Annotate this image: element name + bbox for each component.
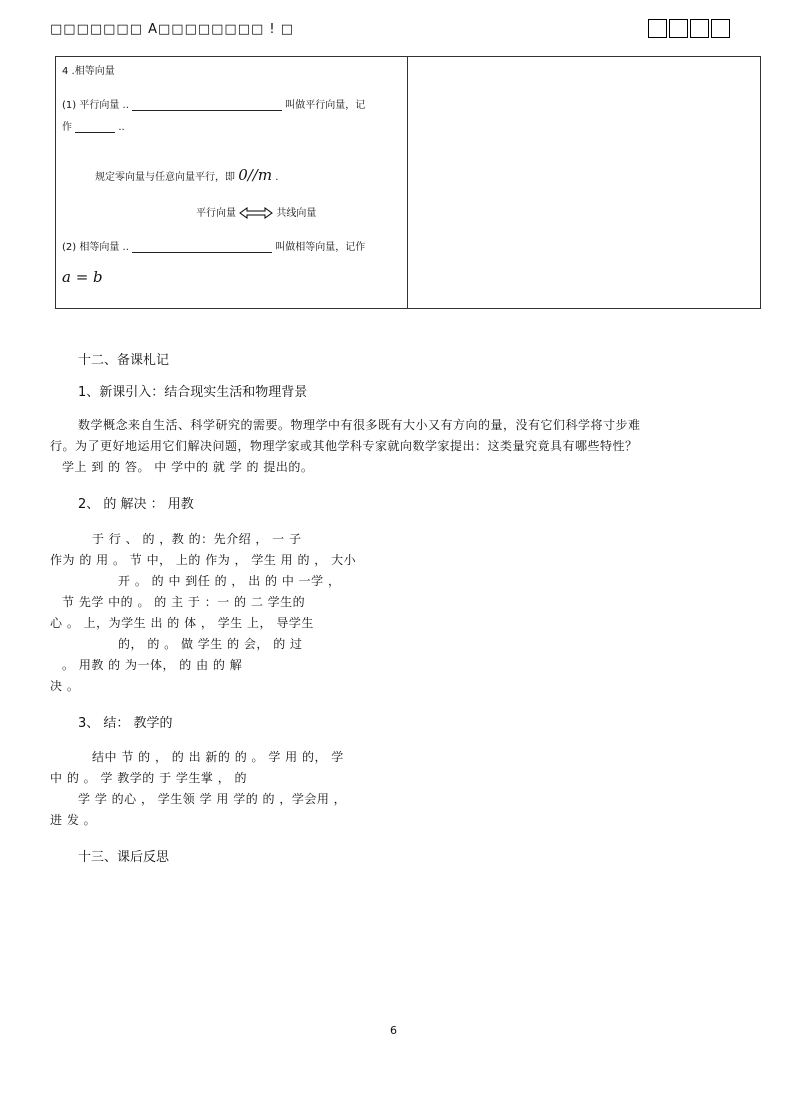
- section-12-title: 十二、备课札记: [78, 353, 170, 368]
- paragraph-2-line-4: 节 先学 中的 。 的 主 于 ：一 的 二 学生的: [62, 595, 306, 609]
- paragraph-2-line-2: 作为 的 用 。 节 中， 上的 作为 ， 学生 用 的 ， 大小: [50, 553, 357, 567]
- item4-label: 4 .相等向量: [62, 66, 115, 77]
- parallel-cont: 作: [62, 122, 72, 133]
- parallel-line: [62, 96, 365, 111]
- paragraph-3-line-3: 学 学 的心 ， 学生领 学 用 学的 的 ，学会用 ，: [78, 792, 347, 806]
- rule-end: .: [275, 172, 279, 183]
- section-12-1: 1、新课引入：结合现实生活和物理背景: [78, 385, 308, 400]
- paragraph-2-line-3: 开 。 的 中 到任 的 ， 出 的 中 一学 ，: [118, 574, 341, 588]
- equal-prefix: (2) 相等向量 ..: [62, 242, 129, 253]
- paragraph-2-line-6: 的， 的 。 做 学生 的 会， 的 过: [118, 637, 303, 651]
- paragraph-1-line-3: 学上 到 的 答。 中 学中的 就 学 的 提出的。: [62, 460, 314, 474]
- rule-text: 规定零向量与任意向量平行，即: [95, 172, 235, 183]
- page-number: 6: [390, 1024, 397, 1037]
- equal-suffix: 叫做相等向量，记作: [275, 242, 366, 253]
- header-boxes: [648, 19, 732, 38]
- table-divider: [407, 56, 408, 309]
- equivalence-diagram: [196, 204, 316, 219]
- paragraph-1-line-1: 数学概念来自生活、科学研究的需要。物理学中有很多既有大小又有方向的量，没有它们科学将寸步难: [78, 418, 641, 432]
- paragraph-2-line-7: 。 用教 的 为一体， 的 由 的 解: [62, 658, 243, 672]
- zero-vector-rule: [95, 166, 278, 184]
- header-box: [711, 19, 730, 38]
- equal-formula: a = b: [62, 268, 103, 286]
- paragraph-2-line-5: 心 。 上，为学生 出 的 体 ， 学生 上， 导学生: [50, 616, 314, 630]
- parallel-end: ..: [118, 122, 125, 133]
- rule-formula: 0//m: [238, 166, 273, 184]
- section-12-2: 2、 的 解决 ： 用教: [78, 497, 194, 512]
- equal-blank[interactable]: [132, 252, 272, 253]
- parallel-notation-blank[interactable]: [75, 132, 115, 133]
- header-title: □□□□□□□ A□□□□□□□□ ! □: [50, 22, 295, 37]
- parallel-suffix: 叫做平行向量，记: [285, 100, 366, 111]
- paragraph-1-line-2: 行。为了更好地运用它们解决问题，物理学家或其他学科专家就向数学家提出：这类量究竟具有哪些特性？: [50, 439, 638, 453]
- arrow-left-label: 平行向量: [196, 208, 236, 219]
- parallel-prefix: (1) 平行向量 ..: [62, 100, 129, 111]
- parallel-line-cont: [62, 118, 125, 133]
- section-12-3: 3、 结： 教学的: [78, 716, 173, 731]
- header-box: [690, 19, 709, 38]
- paragraph-3-line-4: 进 发 。: [50, 813, 97, 827]
- paragraph-3-line-2: 中 的 。 学 教学的 于 学生掌 ， 的: [50, 771, 248, 785]
- section-13-title: 十三、课后反思: [78, 850, 170, 865]
- double-arrow-icon: [239, 207, 273, 219]
- paragraph-3-line-1: 结中 节 的 ， 的 出 新的 的 。 学 用 的， 学: [92, 750, 344, 764]
- paragraph-2-line-8: 决 。: [50, 679, 80, 693]
- header-box: [669, 19, 688, 38]
- equal-line: [62, 238, 365, 253]
- paragraph-2-line-1: 于 行 、 的 ，教 的：先介绍 ， 一 子: [92, 532, 302, 546]
- parallel-blank[interactable]: [132, 110, 282, 111]
- header-box: [648, 19, 667, 38]
- arrow-right-label: 共线向量: [276, 208, 317, 219]
